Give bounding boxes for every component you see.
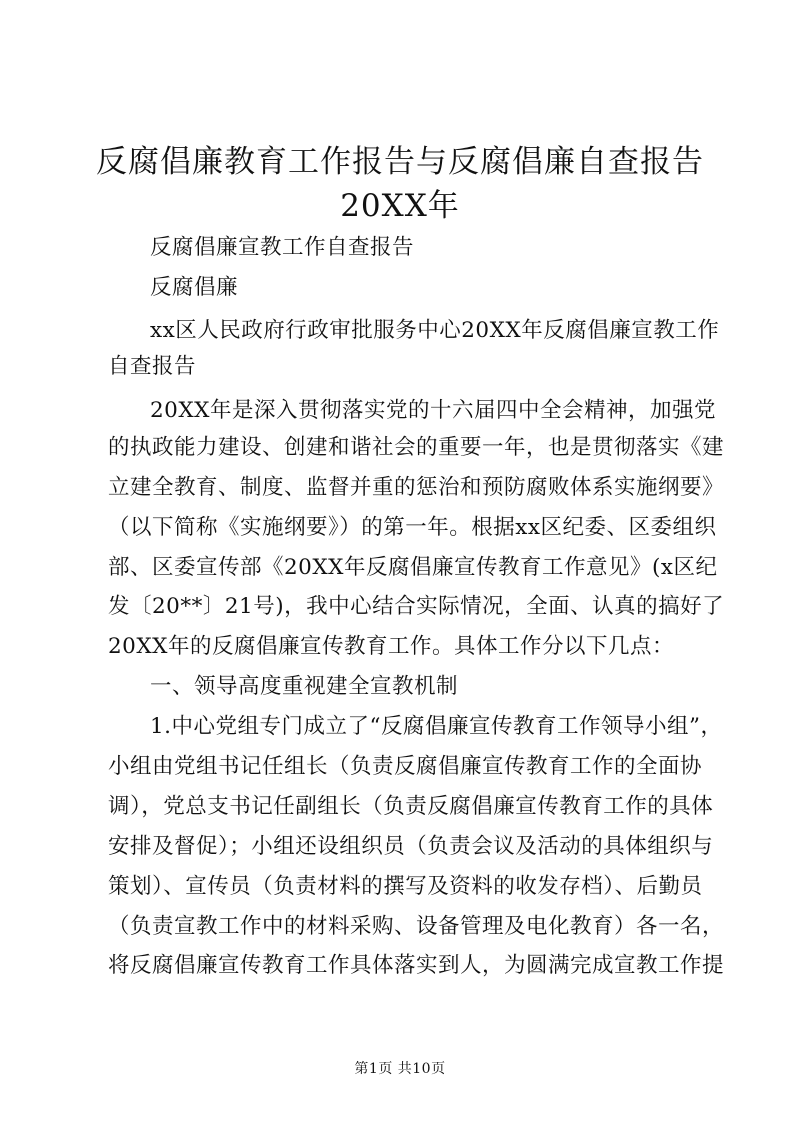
subtitle-self-check-report: 反腐倡廉宣教工作自查报告 [150,235,415,260]
body-line: 小组由党组书记任组长（负责反腐倡廉宣传教育工作的全面协 [108,754,703,779]
body-line: 发〔20**〕21号)，我中心结合实际情况，全面、认真的搞好了 [108,594,725,619]
body-line: 1.中心党组专门成立了“反腐倡廉宣传教育工作领导小组”， [150,714,723,739]
document-title-line-2: 20XX年 [340,188,460,224]
body-line: 的执政能力建设、创建和谐社会的重要一年，也是贯彻落实《建 [108,435,725,460]
document-title-line-1: 反腐倡廉教育工作报告与反腐倡廉自查报告 [96,144,704,180]
page-number-footer: 第1页 共10页 [354,1061,446,1077]
body-line: 立建全教育、制度、监督并重的惩治和预防腐败体系实施纲要》 [108,475,725,500]
body-line: xx区人民政府行政审批服务中心20XX年反腐倡廉宣教工作 [150,318,720,343]
body-line: （负责宣教工作中的材料采购、设备管理及电化教育）各一名， [108,914,725,939]
section-heading: 一、领导高度重视建全宣教机制 [150,674,459,699]
body-line: 部、区委宣传部《20XX年反腐倡廉宣传教育工作意见》(x区纪 [108,555,718,580]
body-line: （以下简称《实施纲要》）的第一年。根据xx区纪委、区委组织 [108,515,717,540]
body-line: 安排及督促）；小组还设组织员（负责会议及活动的具体组织与 [108,834,714,859]
body-line: 反腐倡廉 [150,275,239,300]
body-line: 策划）、宣传员（负责材料的撰写及资料的收发存档）、后勤员 [108,874,703,899]
body-line: 20XX年的反腐倡廉宣传教育工作。具体工作分以下几点： [108,634,674,659]
body-line: 将反腐倡廉宣传教育工作具体落实到人，为圆满完成宣教工作提 [108,953,725,978]
body-line: 自查报告 [108,354,197,379]
body-line: 调），党总支书记任副组长（负责反腐倡廉宣传教育工作的具体 [108,794,714,819]
body-line: 20XX年是深入贯彻落实党的十六届四中全会精神，加强党 [150,398,716,423]
